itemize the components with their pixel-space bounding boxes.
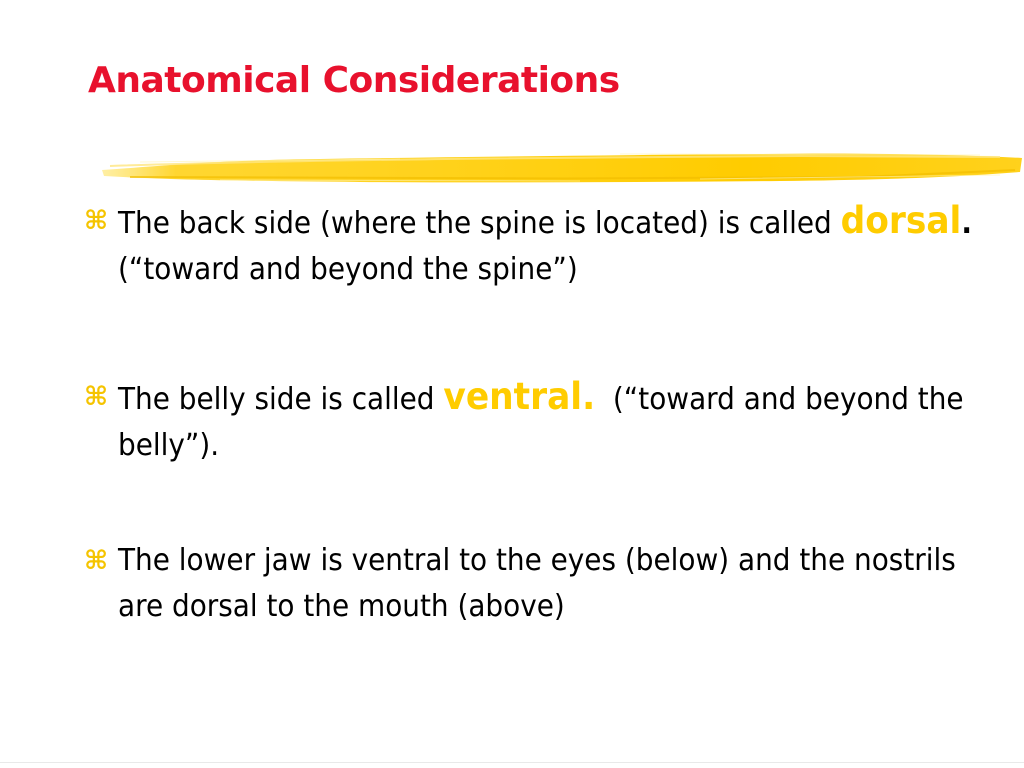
bullet-text	[118, 538, 1002, 630]
z-bullet-icon: ⌘	[84, 382, 109, 412]
bullet-text	[118, 198, 1002, 293]
bullet-text-before: The lower jaw is ventral to the eyes (below) and the nostrils are dorsal to the mouth (above)	[118, 543, 956, 624]
slide-title: Anatomical Considerations	[88, 60, 620, 101]
emphasis-term: dorsal	[840, 199, 962, 242]
emphasis-term: ventral.	[443, 375, 596, 418]
z-bullet-icon: ⌘	[84, 206, 109, 236]
z-bullet-icon: ⌘	[84, 546, 109, 576]
emphasis-suffix: .	[961, 206, 972, 241]
bullet-item-jaw-nostrils	[84, 538, 1004, 630]
bullet-text-after: (“toward and beyond the belly”).	[118, 382, 973, 463]
bullet-text	[118, 374, 1002, 469]
bullet-text-before: The back side (where the spine is located) is called	[118, 206, 841, 241]
footer-divider	[0, 762, 1024, 763]
bullet-text-after: (“toward and beyond the spine”)	[118, 252, 578, 287]
bullet-item-dorsal	[84, 198, 1004, 293]
bullet-text-before: The belly side is called	[118, 382, 444, 417]
bullet-item-ventral	[84, 374, 1004, 469]
yellow-brush-stroke-divider	[100, 146, 1024, 190]
